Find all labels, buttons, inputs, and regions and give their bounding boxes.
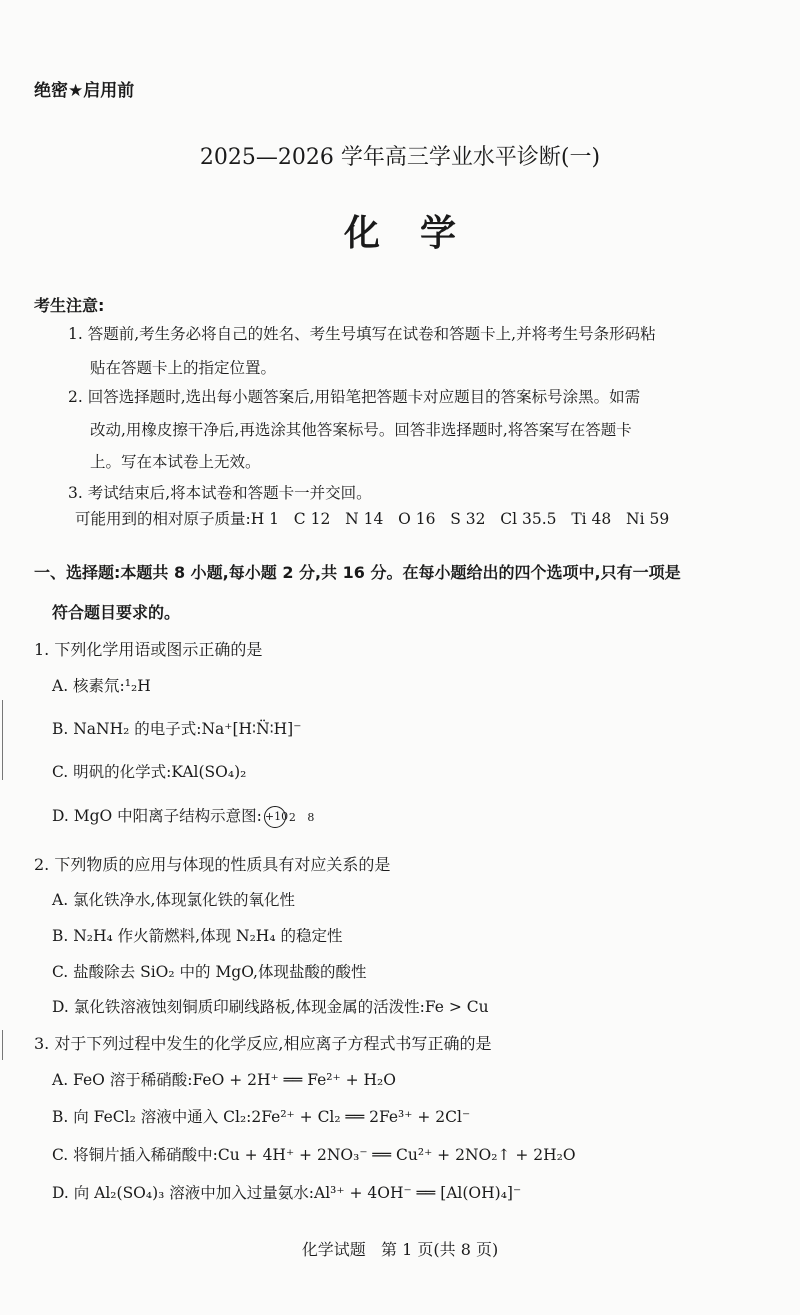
- subject-title: 化学: [343, 213, 496, 254]
- question-stem: 2. 下列物质的应用与体现的性质具有对应关系的是: [34, 855, 391, 874]
- section-heading: 一、选择题:本题共 8 小题,每小题 2 分,共 16 分。在每小题给出的四个选项中,只有一项是: [34, 563, 681, 582]
- option-c: C. 明矾的化学式:KAl(SO₄)₂: [52, 763, 247, 781]
- option-d: D. 氯化铁溶液蚀刻铜质印刷线路板,体现金属的活泼性:Fe > Cu: [52, 998, 489, 1016]
- option-a: A. 核素氘:¹₂H: [52, 677, 151, 695]
- section-heading-cont: 符合题目要求的。: [52, 603, 181, 622]
- nucleus-circle: +10: [264, 806, 286, 828]
- atomic-masses: 可能用到的相对原子质量:H 1 C 12 N 14 O 16 S 32 Cl 35.5 Ti 48 Ni 59: [75, 510, 670, 528]
- option-d-text: D. MgO 中阳离子结构示意图:: [52, 807, 262, 825]
- option-c: C. 将铜片插入稀硝酸中:Cu + 4H⁺ + 2NO₃⁻ ══ Cu²⁺ + 2NO₂↑ + 2H₂O: [52, 1146, 576, 1164]
- exam-title: 2025—2026 学年高三学业水平诊断(一): [199, 145, 601, 170]
- option-b: B. NaNH₂ 的电子式:Na⁺[H∶N̈∶H]⁻: [52, 720, 302, 738]
- question-stem: 1. 下列化学用语或图示正确的是: [34, 640, 263, 659]
- option-d: [52, 804, 318, 828]
- left-margin-line: [2, 700, 3, 780]
- notice-item: 贴在答题卡上的指定位置。: [90, 359, 277, 377]
- page-footer: 化学试题 第 1 页(共 8 页): [301, 1240, 499, 1259]
- notice-item: 2. 回答选择题时,选出每小题答案后,用铅笔把答题卡对应题目的答案标号涂黑。如需: [68, 388, 641, 406]
- option-a: A. 氯化铁净水,体现氯化铁的氧化性: [52, 891, 295, 909]
- option-b: B. N₂H₄ 作火箭燃料,体现 N₂H₄ 的稳定性: [52, 927, 343, 945]
- question-stem: 3. 对于下列过程中发生的化学反应,相应离子方程式书写正确的是: [34, 1034, 492, 1053]
- notice-heading: 考生注意:: [34, 296, 105, 315]
- option-d: D. 向 Al₂(SO₄)₃ 溶液中加入过量氨水:Al³⁺ + 4OH⁻ ══ [Al(OH)₄]⁻: [52, 1184, 522, 1202]
- notice-item: 1. 答题前,考生务必将自己的姓名、考生号填写在试卷和答题卡上,并将考生号条形码粘: [68, 325, 656, 343]
- left-margin-line-lower: [2, 1030, 3, 1060]
- notice-item: 3. 考试结束后,将本试卷和答题卡一并交回。: [68, 484, 372, 502]
- option-c: C. 盐酸除去 SiO₂ 中的 MgO,体现盐酸的酸性: [52, 963, 367, 981]
- electron-shells: 2 8: [288, 810, 319, 824]
- notice-item: 改动,用橡皮擦干净后,再选涂其他答案标号。回答非选择题时,将答案写在答题卡: [90, 421, 632, 439]
- option-b: B. 向 FeCl₂ 溶液中通入 Cl₂:2Fe²⁺ + Cl₂ ══ 2Fe³⁺ + 2Cl⁻: [52, 1108, 471, 1126]
- notice-item: 上。写在本试卷上无效。: [90, 453, 261, 471]
- option-a: A. FeO 溶于稀硝酸:FeO + 2H⁺ ══ Fe²⁺ + H₂O: [52, 1071, 396, 1089]
- confidential-label: 绝密★启用前: [34, 81, 135, 101]
